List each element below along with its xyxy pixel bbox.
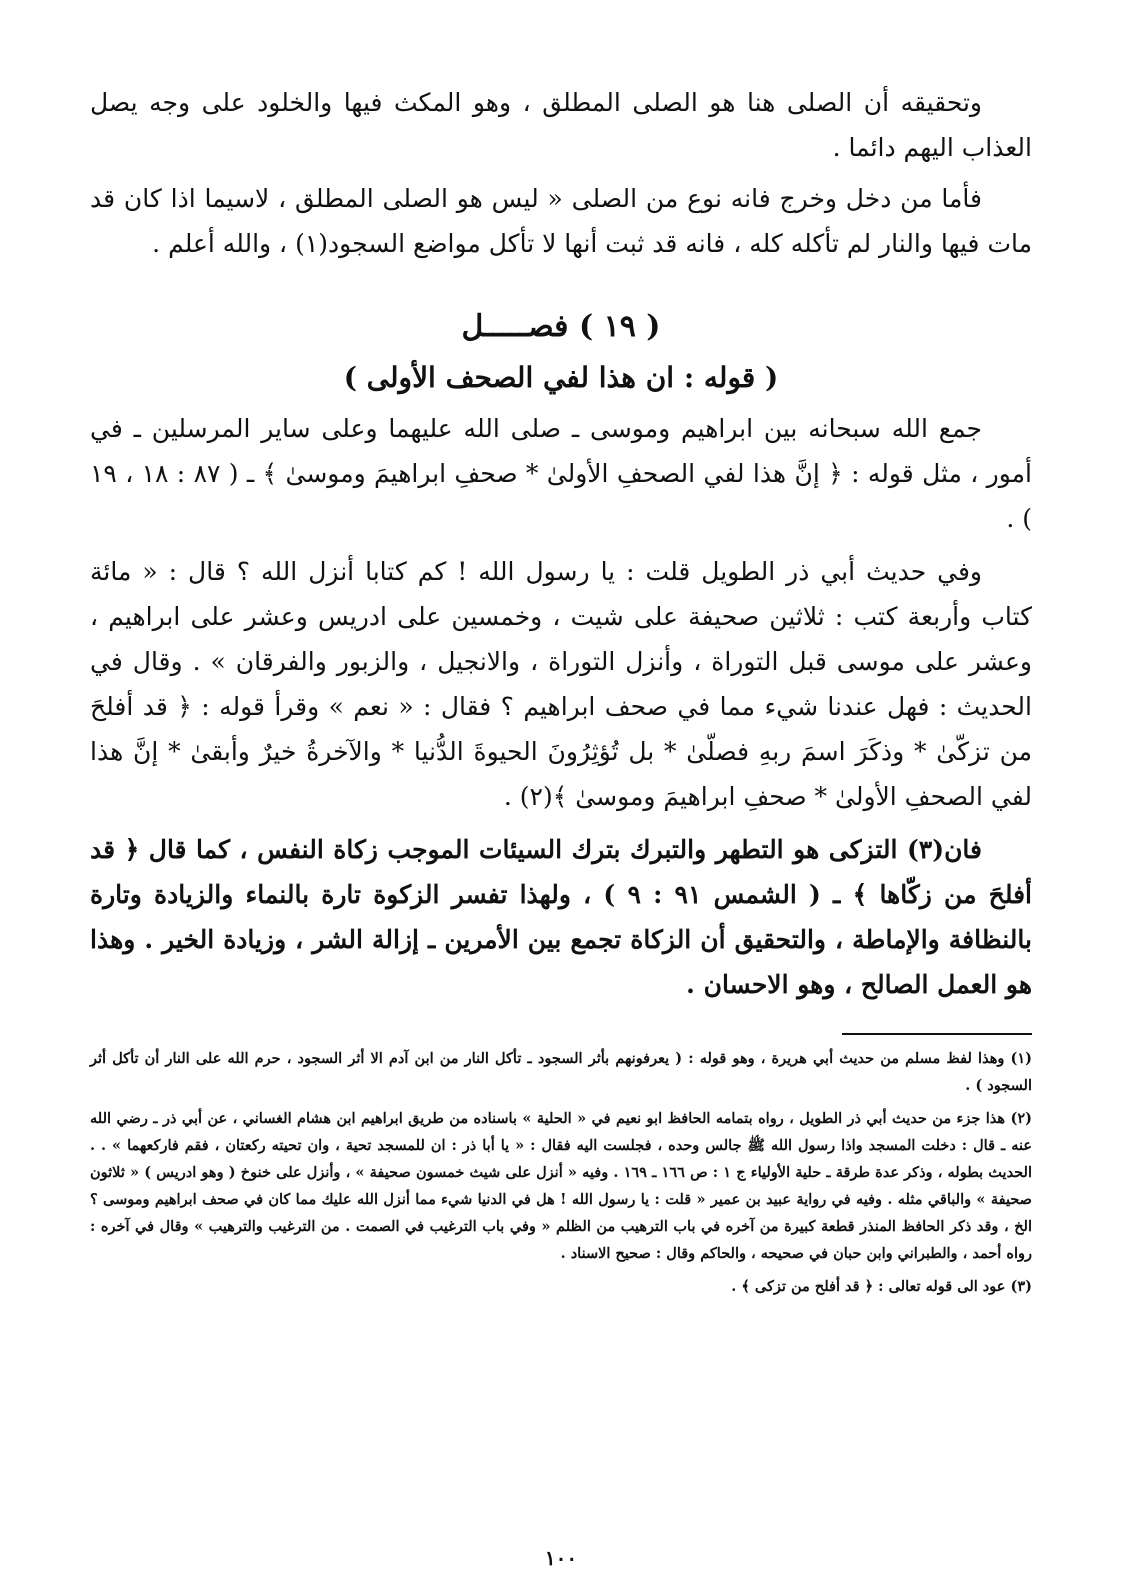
- section-subtitle: ( قوله : ان هذا لفي الصحف الأولى ): [343, 361, 779, 394]
- footnote-2: (٢) هذا جزء من حديث أبي ذر الطويل ، رواه بتمامه الحافظ ابو نعيم في « الحلية » باسناده من طريق ابراهيم ابن هشام الغساني ، عن أبي ذر ـ رضي الله عنه ـ قال : دخلت المسجد واذا رسول الله ﷺ جالس وحده ، فجلست اليه فقال : « يا أبا ذر : ان للمسجد تحية ، وان تحيته ركعتان ، فقم فاركعهما » . . الحديث بطوله ، وذكر عدة طرقة ـ حلية الأولياء ج ١ : ص ١٦٦ ـ ١٦٩ . وفيه « أنزل على شيث خمسون صحيفة » ، وأنزل على خنوخ ( وهو ادريس ) « ثلاثون صحيفة » والباقي مثله . وفيه في رواية عبيد بن عمير « قلت : يا رسول الله ! هل في الدنيا شيء مما أنزل الله عليك مما كان في صحف ابراهيم وموسى ؟ الخ ، وقد ذكر الحافظ المنذر قطعة كبيرة من آخره في باب الترهيب من الظلم « وفي باب الترغيب في الصمت . من الترغيب والترهيب » وقال في آخره : رواه أحمد ، والطبراني وابن حبان في صحيحه ، والحاكم وقال : صحيح الاسناد .: [90, 1110, 1032, 1262]
- paragraph-5: فان(٣) التزكى هو التطهر والتبرك بترك السيئات الموجب زكاة النفس ، كما قال ﴿ قد أفلحَ من زكّاها ﴾ ـ ( الشمس ٩١ : ٩ ) ، ولهذا تفسر الزكوة تارة بالنماء والزيادة وتارة بالنظافة والإماطة ، والتحقيق أن الزكاة تجمع بين الأمرين ـ إزالة الشر ، وزيادة الخير . وهذا هو العمل الصالح ، وهو الاحسان .: [90, 835, 1032, 999]
- page: [90, 78, 1032, 1540]
- footnote-3: (٣) عود الى قوله تعالى : ﴿ قد أفلح من تزكى ﴾ .: [731, 1278, 1032, 1295]
- footnotes: [90, 1045, 1032, 1300]
- paragraph-3: جمع الله سبحانه بين ابراهيم وموسى ـ صلى الله عليهما وعلى ساير المرسلين ـ في أمور ، مثل قوله : ﴿ إنَّ هذا لفي الصحفِ الأولىٰ * صحفِ ابراهيمَ وموسىٰ ﴾ ـ ( ٨٧ : ١٨ ، ١٩ ) .: [90, 414, 1032, 533]
- paragraph-1: وتحقيقه أن الصلى هنا هو الصلى المطلق ، وهو المكث فيها والخلود على وجه يصل العذاب اليهم دائما .: [90, 88, 1032, 162]
- page-number: ١٠٠: [544, 1546, 578, 1570]
- section-heading: [90, 302, 1032, 402]
- paragraph-2: فأما من دخل وخرج فانه نوع من الصلى « ليس هو الصلى المطلق ، لاسيما اذا كان قد مات فيها والنار لم تأكله كله ، فانه قد ثبت أنها لا تأكل مواضع السجود(١) ، والله أعلم .: [90, 184, 1032, 258]
- footnote-1: (١) وهذا لفظ مسلم من حديث أبي هريرة ، وهو قوله : ( يعرفونهم بأثر السجود ـ تأكل النار من ابن آدم الا أثر السجود ، حرم الله على النار أن تأكل أثر السجود ) .: [90, 1050, 1032, 1094]
- paragraph-4: وفي حديث أبي ذر الطويل قلت : يا رسول الله ! كم كتابا أنزل الله ؟ قال : « مائة كتاب وأربعة كتب : ثلاثين صحيفة على شيت ، وخمسين على ادريس وعشر على ابراهيم ، وعشر على موسى قبل التوراة ، وأنزل التوراة ، والانجيل ، والزبور والفرقان » . وقال في الحديث : فهل عندنا شيء مما في صحف ابراهيم ؟ فقال : « نعم » وقرأ قوله : ﴿ قد أفلحَ من تزكّىٰ * وذكَرَ اسمَ ربهِ فصلّىٰ * بل تُؤثِرُونَ الحيوةَ الدُّنيا * والآخرةُ خيرٌ وأبقىٰ * إنَّ هذا لفي الصحفِ الأولىٰ * صحفِ ابراهيمَ وموسىٰ ﴾(٢) .: [90, 557, 1032, 811]
- section-title: ( ١٩ ) فصـــــل: [461, 309, 661, 344]
- footnote-divider: [842, 1033, 1032, 1035]
